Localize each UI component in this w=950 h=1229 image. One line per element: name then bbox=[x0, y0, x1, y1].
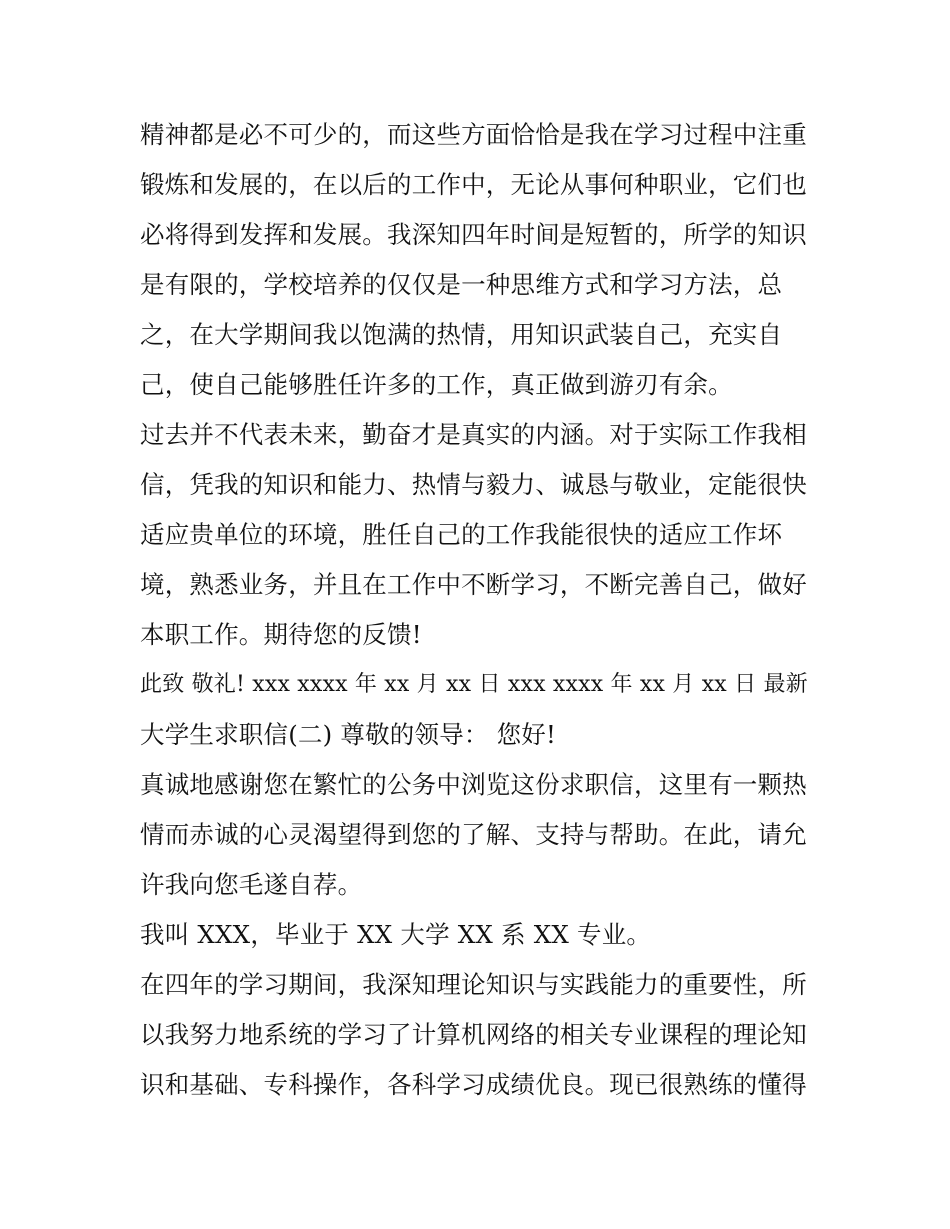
text-line-14: 真诚地感谢您在繁忙的公务中浏览这份求职信，这里有一颗热 bbox=[140, 770, 807, 799]
text-line-9: 适应贵单位的环境，胜任自己的工作我能很快的适应工作坏 bbox=[140, 520, 783, 549]
text-line-19: 以我努力地系统的学习了计算机网络的相关专业课程的理论知 bbox=[140, 1020, 807, 1049]
text-line-7: 过去并不代表未来，勤奋才是真实的内涵。对于实际工作我相 bbox=[140, 420, 807, 449]
text-line-4: 是有限的，学校培养的仅仅是一种思维方式和学习方法，总 bbox=[140, 270, 783, 299]
text-line-18: 在四年的学习期间，我深知理论知识与实践能力的重要性，所 bbox=[140, 970, 807, 999]
text-line-16: 许我向您毛遂自荐。 bbox=[140, 870, 363, 899]
text-line-2: 锻炼和发展的，在以后的工作中，无论从事何种职业，它们也 bbox=[140, 170, 807, 199]
text-line-6: 己，使自己能够胜任许多的工作，真正做到游刃有余。 bbox=[140, 370, 733, 399]
text-line-17: 我叫 XXX，毕业于 XX 大学 XX 系 XX 专业。 bbox=[140, 920, 652, 949]
text-line-10: 境，熟悉业务，并且在工作中不断学习，不断完善自己，做好 bbox=[140, 570, 807, 599]
text-line-5: 之，在大学期间我以饱满的热情，用知识武装自己，充实自 bbox=[140, 320, 783, 349]
text-line-20: 识和基础、专科操作，各科学习成绩优良。现已很熟练的懂得 bbox=[140, 1070, 807, 1099]
text-line-8: 信，凭我的知识和能力、热情与毅力、诚恳与敬业，定能很快 bbox=[140, 470, 807, 499]
text-line-11: 本职工作。期待您的反馈! bbox=[140, 620, 422, 649]
text-line-13: 大学生求职信(二) 尊敬的领导： 您好! bbox=[140, 720, 557, 749]
text-line-1: 精神都是必不可少的，而这些方面恰恰是我在学习过程中注重 bbox=[140, 120, 807, 149]
text-line-12: 此致 敬礼! xxx xxxx 年 xx 月 xx 日 xxx xxxx 年 xx 月 xx 日 最新 bbox=[140, 672, 808, 697]
text-line-3: 必将得到发挥和发展。我深知四年时间是短暂的，所学的知识 bbox=[140, 220, 807, 249]
text-line-15: 情而赤诚的心灵渴望得到您的了解、支持与帮助。在此，请允 bbox=[140, 820, 807, 849]
